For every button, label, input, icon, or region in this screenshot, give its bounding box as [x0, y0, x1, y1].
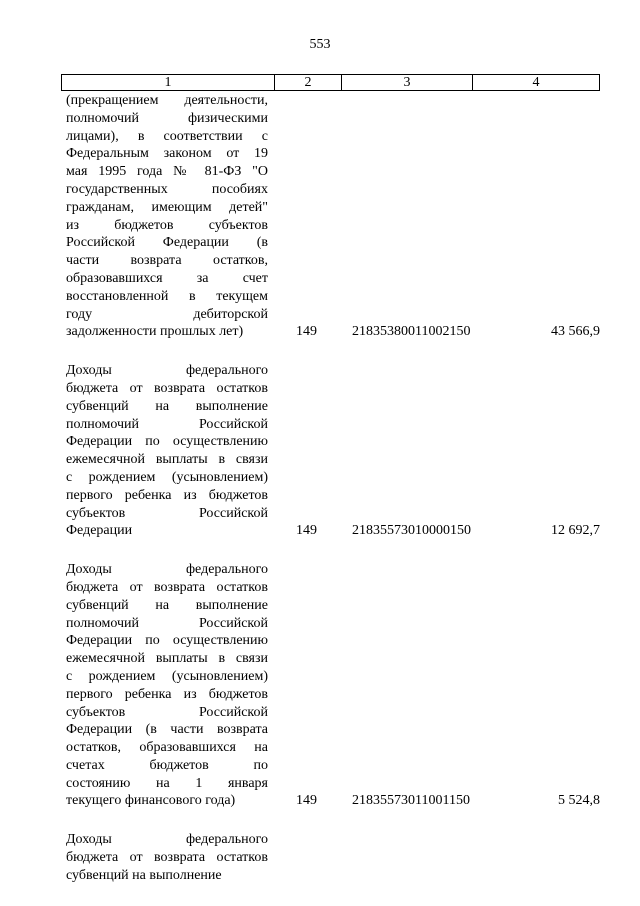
- description-line: лицами), в соответствии с: [66, 128, 268, 144]
- description-line: ежемесячной выплаты в связи: [66, 452, 268, 468]
- table-body: [0, 92, 640, 906]
- description-line: Доходы федерального: [66, 832, 268, 848]
- income-description: [66, 362, 268, 540]
- description-line: образовавшихся за счет: [66, 270, 268, 286]
- description-line: текущего финансового года): [66, 793, 236, 809]
- column-header-1: 1: [164, 75, 172, 90]
- description-line: Российской Федерации (в: [66, 235, 268, 251]
- description-line: ежемесячной выплаты в связи: [66, 651, 268, 667]
- description-line: полномочий Российской: [66, 615, 268, 631]
- page-number: 553: [309, 37, 331, 52]
- budget-code-cell: 21835380011002150: [352, 324, 471, 340]
- admin-code-cell: 149: [296, 793, 317, 809]
- table-header-row: [61, 74, 600, 91]
- table-row: [0, 362, 640, 540]
- amount-cell: 43 566,9: [551, 324, 600, 340]
- budget-code-cell: 21835573011001150: [352, 793, 470, 809]
- description-line: первого ребенка из бюджетов: [66, 487, 268, 503]
- description-line: субвенций на выполнение: [66, 597, 268, 613]
- description-line: Федерации: [66, 523, 133, 539]
- income-description: [66, 561, 268, 810]
- description-line: счетах бюджетов по: [66, 757, 268, 773]
- amount-cell: 5 524,8: [558, 793, 600, 809]
- income-description: [66, 831, 268, 884]
- description-line: Федерации по осуществлению: [66, 633, 268, 649]
- description-line: с рождением (усыновлением): [66, 469, 268, 485]
- description-line: из бюджетов субъектов: [66, 217, 268, 233]
- description-line: полномочий физическими: [66, 110, 268, 126]
- table-row: [0, 831, 640, 884]
- description-line: субъектов Российской: [66, 505, 268, 521]
- table-row: [0, 92, 640, 341]
- income-description: [66, 92, 268, 341]
- column-header-4: 4: [472, 75, 599, 90]
- description-line: бюджета от возврата остатков: [66, 850, 268, 866]
- description-line: состоянию на 1 января: [66, 775, 268, 791]
- description-line: субъектов Российской: [66, 704, 268, 720]
- description-line: части возврата остатков,: [66, 253, 268, 269]
- description-line: году дебиторской: [66, 306, 268, 322]
- description-line: субвенций на выполнение: [66, 867, 222, 883]
- column-header-2: 2: [274, 75, 341, 90]
- admin-code-cell: 149: [296, 324, 317, 340]
- description-line: первого ребенка из бюджетов: [66, 686, 268, 702]
- table-row: [0, 561, 640, 810]
- amount-cell: 12 692,7: [551, 523, 600, 539]
- description-line: Доходы федерального: [66, 562, 268, 578]
- description-line: Федеральным законом от 19: [66, 146, 268, 162]
- description-line: Федерации по осуществлению: [66, 434, 268, 450]
- description-line: задолженности прошлых лет): [66, 324, 244, 340]
- description-line: гражданам, имеющим детей": [66, 199, 268, 215]
- description-line: (прекращением деятельности,: [66, 93, 268, 108]
- description-line: с рождением (усыновлением): [66, 668, 268, 684]
- description-line: Доходы федерального: [66, 363, 268, 379]
- description-line: бюджета от возврата остатков: [66, 380, 268, 396]
- description-line: субвенций на выполнение: [66, 398, 268, 414]
- description-line: остатков, образовавшихся на: [66, 740, 268, 756]
- description-line: Федерации (в части возврата: [66, 722, 268, 738]
- admin-code-cell: 149: [296, 523, 317, 539]
- description-line: полномочий Российской: [66, 416, 268, 432]
- column-header-3: 3: [341, 75, 472, 90]
- description-line: восстановленной в текущем: [66, 288, 268, 304]
- description-line: государственных пособиях: [66, 181, 268, 197]
- budget-code-cell: 21835573010000150: [352, 523, 471, 539]
- description-line: бюджета от возврата остатков: [66, 579, 268, 595]
- description-line: мая 1995 года № 81-ФЗ "О: [66, 164, 268, 180]
